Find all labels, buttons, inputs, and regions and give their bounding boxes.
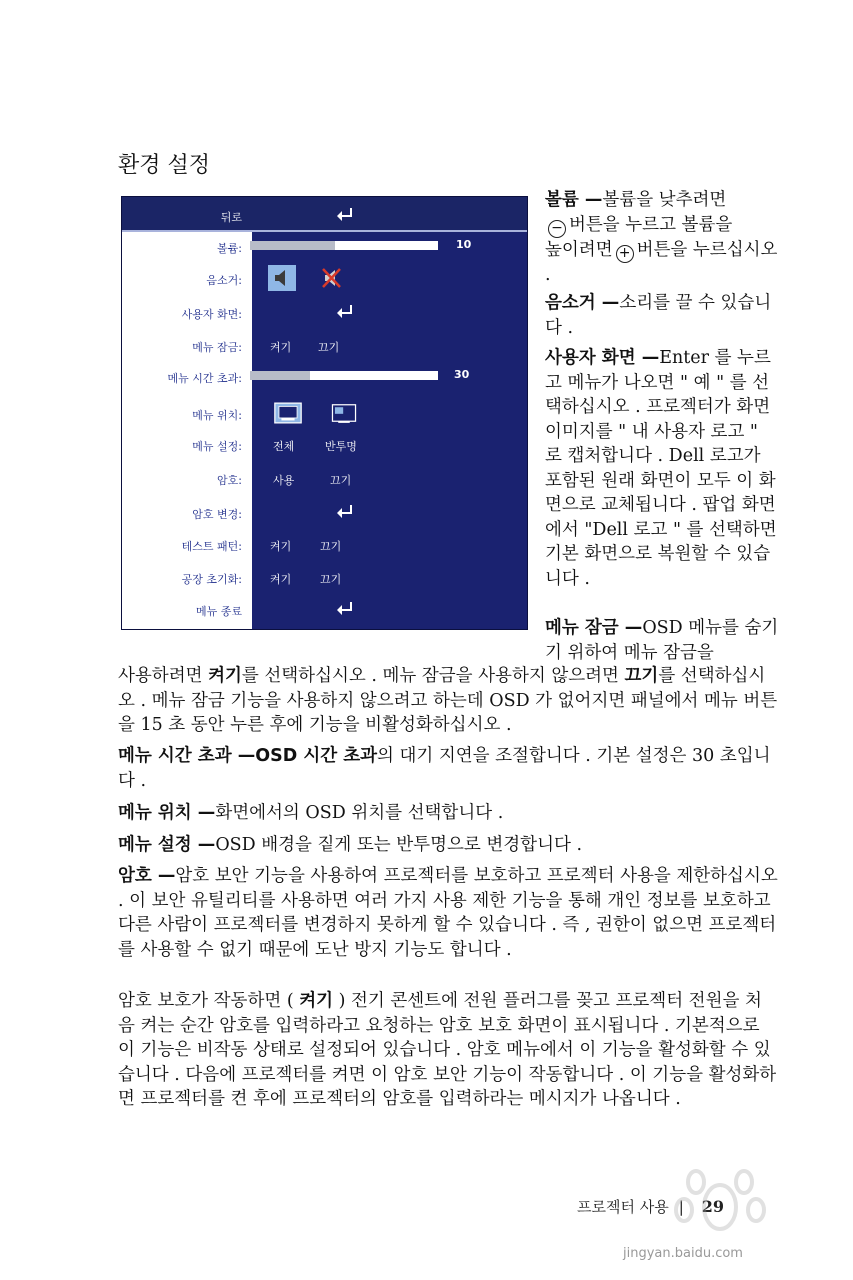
volume-slider-fill bbox=[250, 241, 335, 250]
password-use: 사용 bbox=[273, 474, 295, 487]
osd-row-volume bbox=[122, 235, 527, 259]
volume-text-4: 버튼을 누르십시오 . bbox=[545, 239, 778, 285]
password-protection-paragraph bbox=[118, 989, 778, 1112]
osd-volume-label: 볼륨: bbox=[217, 242, 242, 255]
osd-row-menu-setting bbox=[122, 433, 527, 457]
footer-section: 프로젝터 사용 bbox=[577, 1198, 669, 1216]
timeout-value: 30 bbox=[454, 368, 470, 381]
enter-arrow-icon bbox=[336, 503, 354, 519]
menu-setting-translucent: 반투명 bbox=[325, 440, 357, 453]
speaker-icon bbox=[268, 265, 296, 291]
setting-heading: 메뉴 설정 — bbox=[118, 835, 216, 855]
menu-lock-heading: 메뉴 잠금 — bbox=[545, 618, 643, 638]
osd-row-password-change bbox=[122, 501, 527, 525]
mute-heading: 음소거 — bbox=[545, 293, 620, 313]
osd-menu-setting-label: 메뉴 설정: bbox=[192, 440, 242, 453]
osd-menu-position-label: 메뉴 위치: bbox=[192, 409, 242, 422]
osd-row-menu-exit bbox=[122, 598, 527, 622]
position-heading: 메뉴 위치 — bbox=[118, 803, 216, 823]
lock-cont-1: 사용하려면 bbox=[118, 666, 209, 686]
osd-row-test-pattern bbox=[122, 533, 527, 557]
osd-row-menu-lock bbox=[122, 334, 527, 358]
test-pattern-off: 끄기 bbox=[320, 540, 342, 553]
menu-lock-continued bbox=[118, 664, 778, 738]
osd-row-user-screen bbox=[122, 301, 527, 325]
mute-description bbox=[545, 291, 780, 340]
menu-lock-on: 켜기 bbox=[270, 341, 292, 354]
osd-user-screen-label: 사용자 화면: bbox=[181, 308, 242, 321]
menu-lock-text-a: OSD 메뉴를 숨기기 위하여 메뉴 잠금을 bbox=[545, 618, 779, 663]
volume-heading: 볼륨 — bbox=[545, 190, 603, 210]
enter-arrow-icon bbox=[336, 600, 354, 616]
factory-reset-off: 끄기 bbox=[320, 573, 342, 586]
timeout-heading: 메뉴 시간 초과 — bbox=[118, 746, 256, 766]
osd-password-change-label: 암호 변경: bbox=[192, 508, 242, 521]
user-screen-description bbox=[545, 346, 780, 591]
position-corner-icon bbox=[330, 400, 358, 426]
menu-position-description bbox=[118, 801, 778, 826]
plus-button-icon: + bbox=[616, 245, 634, 263]
timeout-text: 의 대기 지연을 조절합니다 . 기본 설정은 30 초입니다 . bbox=[118, 746, 771, 791]
osd-row-factory-reset bbox=[122, 566, 527, 590]
enter-arrow-icon bbox=[336, 303, 354, 319]
timeout-bold: OSD 시간 초과 bbox=[255, 746, 378, 766]
factory-reset-on: 켜기 bbox=[270, 573, 292, 586]
lock-on-term: 켜기 bbox=[208, 666, 242, 686]
pw2-on-term: 켜기 bbox=[299, 991, 334, 1011]
password-description bbox=[118, 864, 778, 962]
osd-row-menu-position bbox=[122, 402, 527, 426]
timeout-slider-fill bbox=[250, 371, 310, 380]
position-text: 화면에서의 OSD 위치를 선택합니다 . bbox=[215, 803, 504, 823]
osd-menu-timeout-label: 메뉴 시간 초과: bbox=[167, 372, 242, 385]
enter-arrow-icon bbox=[336, 206, 354, 222]
menu-setting-full: 전체 bbox=[273, 440, 295, 453]
speaker-mute-icon bbox=[318, 265, 346, 291]
volume-value: 10 bbox=[456, 238, 472, 251]
section-title: 환경 설정 bbox=[118, 153, 211, 178]
password-text: 암호 보안 기능을 사용하여 프로젝터를 보호하고 프로젝터 사용을 제한하십시오 . 이 보안 유틸리티를 사용하면 여러 가지 사용 제한 기능을 통해 개인 정보를 보호하고 다른 사람이 프로젝터를 변경하지 못하게 할 수 있습니다 . 즉 , 권한이 없으면 프로젝터를 사용할 수 없기 때문에 도난 방지 기능도 합니다 . bbox=[118, 866, 778, 960]
osd-mute-label: 음소거: bbox=[206, 274, 242, 287]
lock-cont-3: 를 선택하십시오 . 메뉴 잠금 기능을 사용하지 않으려고 하는데 OSD 가 없어지면 패널에서 메뉴 버튼을 15 초 동안 누른 후에 기능을 비활성화하십시오 . bbox=[118, 666, 778, 735]
password-heading: 암호 — bbox=[118, 866, 176, 886]
watermark-text: jingyan.baidu.com bbox=[623, 1246, 743, 1261]
osd-back-label: 뒤로 bbox=[220, 211, 242, 224]
volume-slider bbox=[250, 241, 438, 250]
mute-text: 소리를 끌 수 있습니다 . bbox=[545, 293, 772, 338]
user-screen-text: Enter 를 누르고 메뉴가 나오면 " 예 " 를 선택하십시오 . 프로젝터가 화면 이미지를 " 내 사용자 로고 " 로 캡처합니다 . Dell 로고가 포함된 원래 화면이 모두 이 화면으로 교체됩니다 . 팝업 화면에서 "Dell 로고 " 를 선택하면 기본 화면으로 복원할 수 있습니다 . bbox=[545, 348, 777, 589]
volume-text-1: 볼륨을 낮추려면 bbox=[602, 190, 727, 210]
test-pattern-on: 켜기 bbox=[270, 540, 292, 553]
osd-password-label: 암호: bbox=[217, 474, 242, 487]
password-off: 끄기 bbox=[330, 474, 352, 487]
osd-row-back bbox=[122, 204, 527, 228]
user-screen-heading: 사용자 화면 — bbox=[545, 348, 660, 368]
pw2-b: ) 전기 콘센트에 전원 플러그를 꽂고 프로젝터 전원을 처음 켜는 순간 암호를 입력하라고 요청하는 암호 보호 화면이 표시됩니다 . 기본적으로 이 기능은 비작동 상태로 설정되어 있습니다 . 암호 메뉴에서 이 기능을 활성화할 수 있습니다 . 다음에 프로젝터를 켜면 이 암호 보안 기능이 작동합니다 . 이 기능을 활성화하면 프로젝터를 켠 후에 프로젝터의 암호를 입력하라는 메시지가 나옵니다 . bbox=[118, 991, 777, 1109]
volume-text-2: 버튼을 누르고 볼륨을 bbox=[569, 214, 733, 235]
osd-menu-image bbox=[121, 196, 528, 630]
setting-text: OSD 배경을 짙게 또는 반투명으로 변경합니다 . bbox=[215, 835, 583, 855]
minus-button-icon: − bbox=[548, 220, 566, 238]
timeout-slider bbox=[250, 371, 438, 380]
menu-setting-description bbox=[118, 833, 778, 858]
osd-test-pattern-label: 테스트 패턴: bbox=[181, 540, 242, 553]
page-number: 29 bbox=[701, 1197, 725, 1216]
osd-row-password bbox=[122, 467, 527, 491]
osd-factory-reset-label: 공장 초기화: bbox=[181, 573, 242, 586]
pw2-a: 암호 보호가 작동하면 ( bbox=[118, 991, 300, 1011]
volume-text-3: 높이려면 bbox=[545, 239, 613, 260]
osd-menu-exit-label: 메뉴 종료 bbox=[195, 605, 242, 618]
menu-timeout-description bbox=[118, 744, 778, 793]
lock-off-term: 끄기 bbox=[624, 666, 659, 686]
osd-row-menu-timeout bbox=[122, 365, 527, 389]
menu-lock-description bbox=[545, 616, 780, 665]
volume-description bbox=[545, 188, 780, 287]
footer-separator: | bbox=[678, 1198, 684, 1216]
lock-cont-2: 를 선택하십시오 . 메뉴 잠금을 사용하지 않으려면 bbox=[241, 666, 625, 686]
position-center-icon bbox=[274, 400, 302, 426]
osd-row-mute bbox=[122, 267, 527, 291]
osd-menu-lock-label: 메뉴 잠금: bbox=[192, 341, 242, 354]
menu-lock-off: 끄기 bbox=[318, 341, 340, 354]
